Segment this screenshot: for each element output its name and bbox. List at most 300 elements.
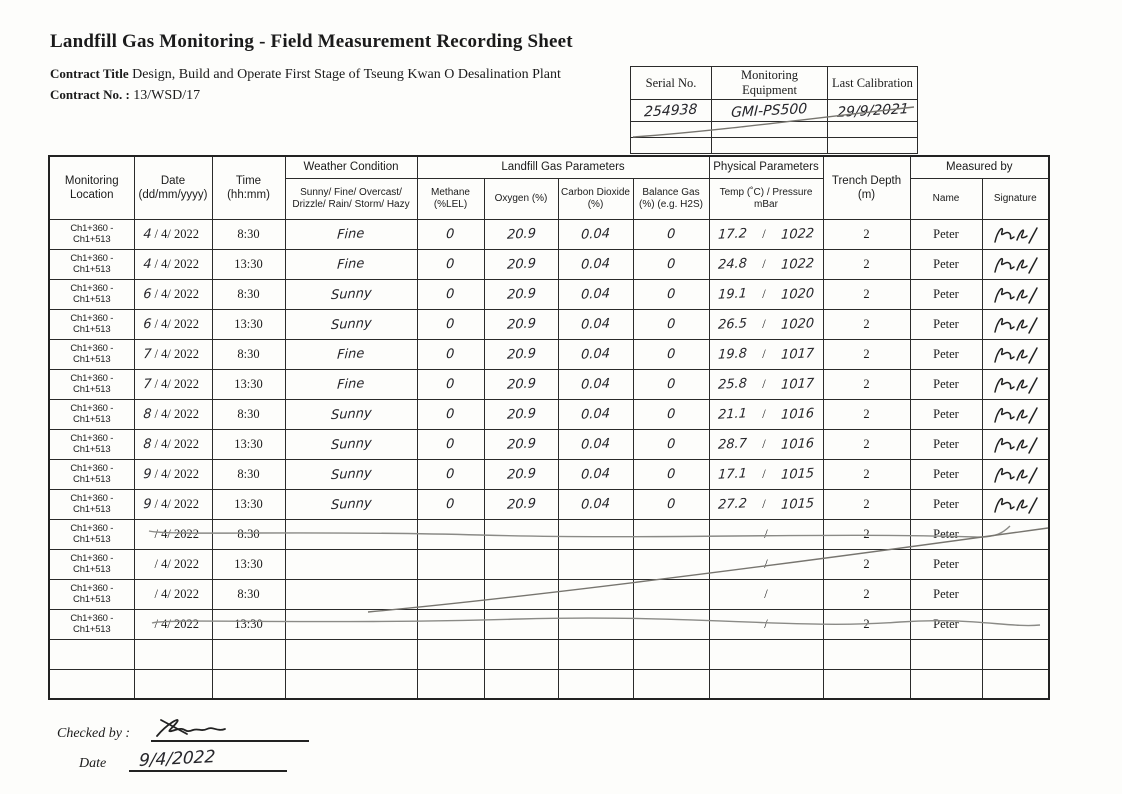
col-header-signature: Signature [982,178,1049,219]
cell-time [212,639,285,669]
handwritten-weather: Sunny [330,285,372,304]
handwritten-co2: 0.04 [580,466,611,483]
cell-methane [417,669,484,699]
cell-date [134,579,212,609]
group-header-gas-parameters: Landfill Gas Parameters [417,156,709,178]
cell-balance [633,279,709,309]
handwritten-day: 4 [142,256,152,272]
printed-date: / 4/ 2022 [154,316,199,331]
col-header-balance-gas: Balance Gas (%) (e.g. H2S) [633,178,709,219]
cell-temp-pressure [709,339,823,369]
table-row [49,309,1049,339]
printed-date: / 4/ 2022 [154,346,199,361]
handwritten-methane: 0 [445,256,456,273]
handwritten-temp: 17.1 [717,465,747,483]
cell-name: Peter [910,309,982,339]
cell-weather [285,339,417,369]
cell-co2 [558,459,633,489]
handwritten-methane: 0 [445,346,456,363]
cell-oxygen [484,399,558,429]
cell-methane [417,399,484,429]
table-row [49,549,1049,579]
cell-co2 [558,429,633,459]
handwritten-methane: 0 [445,406,456,423]
cell-trench-depth: 2 [823,429,910,459]
cell-time: 8:30 [212,279,285,309]
contract-title-label: Contract Title [50,66,129,81]
cell-balance [633,519,709,549]
cell-temp-pressure [709,489,823,519]
cell-weather [285,249,417,279]
handwritten-temp: 24.8 [717,255,747,273]
handwritten-pressure: 1016 [781,435,815,453]
handwritten-temp: 17.2 [717,225,747,243]
handwritten-oxygen: 20.9 [506,376,536,393]
cell-monitoring-location: Ch1+360 - Ch1+513 [49,429,134,459]
printed-slash: / [762,376,766,391]
cell-date [134,429,212,459]
handwritten-co2: 0.04 [580,496,611,513]
cell-name: Peter [910,279,982,309]
cell-temp-pressure [709,429,823,459]
page-title: Landfill Gas Monitoring - Field Measurement Recording Sheet [50,31,573,52]
handwritten-pressure: 1017 [781,375,815,393]
handwritten-methane: 0 [445,226,456,243]
cell-co2 [558,399,633,429]
handwritten-methane: 0 [445,316,456,333]
contract-block [50,64,561,106]
cell-signature [982,219,1049,249]
handwritten-weather: Fine [336,226,366,243]
cell-date [134,279,212,309]
cell-balance [633,399,709,429]
cell-time: 8:30 [212,579,285,609]
cell-balance [633,429,709,459]
handwritten-weather: Sunny [330,315,372,334]
cell-date [134,399,212,429]
cell-methane [417,639,484,669]
printed-slash: / [764,616,768,631]
handwritten-day: 9 [142,466,152,482]
handwritten-pressure: 1020 [781,315,815,333]
group-header-weather: Weather Condition [285,156,417,178]
cell-date [134,339,212,369]
cell-co2 [558,369,633,399]
cell-date [134,369,212,399]
equip-header-calibration: Last Calibration [828,67,918,100]
footer-block [57,718,309,778]
cell-temp-pressure [709,309,823,339]
table-row [49,369,1049,399]
printed-date: / 4/ 2022 [154,556,199,571]
cell-co2 [558,339,633,369]
cell-methane [417,579,484,609]
equip-empty-cell [712,122,828,138]
cell-balance [633,459,709,489]
cell-name: Peter [910,519,982,549]
cell-trench-depth: 2 [823,459,910,489]
handwritten-day [140,597,155,598]
col-header-oxygen: Oxygen (%) [484,178,558,219]
printed-slash: / [762,226,766,241]
col-header-weather-types: Sunny/ Fine/ Overcast/ Drizzle/ Rain/ Storm/ Hazy [285,178,417,219]
cell-weather [285,219,417,249]
handwritten-oxygen: 20.9 [506,226,536,243]
handwritten-temp: 27.2 [717,495,747,513]
cell-monitoring-location: Ch1+360 - Ch1+513 [49,279,134,309]
cell-time: 13:30 [212,489,285,519]
cell-methane [417,339,484,369]
handwritten-weather: Sunny [330,435,372,454]
handwritten-day: 9 [142,496,152,512]
equip-empty-cell [631,138,712,154]
handwritten-oxygen: 20.9 [506,496,536,513]
printed-slash: / [762,466,766,481]
signature-scribble [989,253,1041,278]
cell-trench-depth: 2 [823,609,910,639]
cell-oxygen [484,279,558,309]
table-row [49,669,1049,699]
cell-co2 [558,249,633,279]
printed-slash: / [762,286,766,301]
cell-time: 8:30 [212,219,285,249]
cell-monitoring-location: Ch1+360 - Ch1+513 [49,489,134,519]
cell-trench-depth: 2 [823,489,910,519]
cell-trench-depth: 2 [823,579,910,609]
cell-monitoring-location: Ch1+360 - Ch1+513 [49,609,134,639]
printed-date: / 4/ 2022 [154,496,199,511]
printed-slash: / [762,496,766,511]
cell-name: Peter [910,339,982,369]
cell-monitoring-location [49,669,134,699]
handwritten-balance: 0 [666,316,676,333]
col-header-time: Time (hh:mm) [212,156,285,219]
cell-signature [982,669,1049,699]
cell-trench-depth: 2 [823,399,910,429]
cell-methane [417,249,484,279]
printed-slash: / [762,316,766,331]
cell-monitoring-location: Ch1+360 - Ch1+513 [49,369,134,399]
printed-date: / 4/ 2022 [154,616,199,631]
handwritten-oxygen: 20.9 [506,466,536,483]
handwritten-day [140,627,155,628]
table-row [49,489,1049,519]
handwritten-day: 7 [142,346,152,362]
cell-co2 [558,219,633,249]
cell-co2 [558,279,633,309]
cell-temp-pressure [709,579,823,609]
table-row [49,339,1049,369]
handwritten-temp: 28.7 [717,435,747,453]
col-header-methane: Methane (%LEL) [417,178,484,219]
printed-slash: / [762,256,766,271]
handwritten-day [140,657,155,658]
equip-empty-cell [712,138,828,154]
table-row [49,579,1049,609]
group-header-measured-by: Measured by [910,156,1049,178]
handwritten-co2: 0.04 [580,286,611,303]
cell-date [134,609,212,639]
cell-oxygen [484,219,558,249]
group-header-physical-parameters: Physical Parameters [709,156,823,178]
handwritten-day: 6 [142,316,152,332]
cell-methane [417,549,484,579]
handwritten-day: 8 [142,436,152,452]
handwritten-temp: 26.5 [717,315,747,333]
col-header-trench-depth: Trench Depth (m) [823,156,910,219]
cell-name: Peter [910,489,982,519]
cell-name: Peter [910,249,982,279]
contract-no-value: 13/WSD/17 [133,88,201,103]
cell-weather [285,489,417,519]
cell-date [134,489,212,519]
handwritten-day [140,567,155,568]
handwritten-day: 8 [142,406,152,422]
handwritten-oxygen: 20.9 [506,286,536,303]
cell-name: Peter [910,369,982,399]
cell-weather [285,609,417,639]
table-row [49,279,1049,309]
cell-temp-pressure [709,519,823,549]
cell-trench-depth: 2 [823,249,910,279]
handwritten-co2: 0.04 [580,346,611,363]
cell-signature [982,309,1049,339]
handwritten-methane: 0 [445,496,456,513]
cell-co2 [558,639,633,669]
cell-time: 8:30 [212,519,285,549]
cell-balance [633,549,709,579]
table-row [49,639,1049,669]
contract-no-line [50,85,561,106]
handwritten-balance: 0 [666,226,676,243]
cell-time: 13:30 [212,429,285,459]
cell-balance [633,369,709,399]
cell-balance [633,219,709,249]
cell-name [910,639,982,669]
cell-name: Peter [910,459,982,489]
handwritten-oxygen: 20.9 [506,316,536,333]
equip-empty-cell [631,122,712,138]
cell-methane [417,609,484,639]
printed-slash: / [764,526,768,541]
contract-title-line [50,64,561,85]
cell-balance [633,309,709,339]
handwritten-temp: 25.8 [717,375,747,393]
handwritten-balance: 0 [666,466,676,483]
cell-trench-depth [823,639,910,669]
handwritten-oxygen: 20.9 [506,436,536,453]
cell-balance [633,489,709,519]
handwritten-methane: 0 [445,286,456,303]
cell-signature [982,639,1049,669]
col-header-temp-pressure: Temp (˚C) / Pressure mBar [709,178,823,219]
handwritten-methane: 0 [445,376,456,393]
cell-methane [417,219,484,249]
cell-temp-pressure [709,399,823,429]
cell-trench-depth: 2 [823,369,910,399]
cell-weather [285,459,417,489]
handwritten-balance: 0 [666,406,676,423]
cell-time [212,669,285,699]
cell-methane [417,519,484,549]
cell-oxygen [484,609,558,639]
printed-date: / 4/ 2022 [154,466,199,481]
checked-by-signature-line [151,718,309,742]
cell-name: Peter [910,609,982,639]
handwritten-co2: 0.04 [580,316,611,333]
cell-weather [285,399,417,429]
cell-signature [982,279,1049,309]
table-row [49,399,1049,429]
handwritten-co2: 0.04 [580,376,611,393]
printed-slash: / [764,586,768,601]
printed-date: / 4/ 2022 [154,586,199,601]
cell-weather [285,579,417,609]
cell-co2 [558,309,633,339]
cell-date [134,459,212,489]
cell-methane [417,489,484,519]
cell-methane [417,429,484,459]
cell-oxygen [484,639,558,669]
cell-monitoring-location: Ch1+360 - Ch1+513 [49,399,134,429]
contract-title-value: Design, Build and Operate First Stage of Tseung Kwan O Desalination Plant [132,67,561,82]
handwritten-weather: Fine [336,346,366,363]
cell-monitoring-location [49,639,134,669]
cell-signature [982,519,1049,549]
col-header-date: Date (dd/mm/yyyy) [134,156,212,219]
cell-temp-pressure [709,549,823,579]
cell-weather [285,639,417,669]
checked-date-row [57,748,309,772]
printed-date: / 4/ 2022 [154,376,199,391]
cell-oxygen [484,579,558,609]
cell-trench-depth: 2 [823,519,910,549]
cell-date [134,249,212,279]
signature-scribble [989,223,1041,248]
handwritten-balance: 0 [666,436,676,453]
cell-trench-depth [823,669,910,699]
cell-name: Peter [910,549,982,579]
cell-date [134,669,212,699]
signature-scribble [989,403,1041,428]
cell-temp-pressure [709,669,823,699]
cell-weather [285,549,417,579]
handwritten-day [140,687,155,688]
cell-monitoring-location: Ch1+360 - Ch1+513 [49,249,134,279]
equip-header-serial: Serial No. [631,67,712,100]
cell-balance [633,249,709,279]
handwritten-pressure: 1015 [781,465,815,483]
cell-temp-pressure [709,639,823,669]
cell-time: 8:30 [212,399,285,429]
equip-empty-cell [828,122,918,138]
handwritten-oxygen: 20.9 [506,406,536,423]
cell-methane [417,459,484,489]
cell-date [134,519,212,549]
col-header-co2: Carbon Dioxide (%) [558,178,633,219]
cell-oxygen [484,669,558,699]
cell-balance [633,669,709,699]
measurement-table [48,155,1050,700]
signature-scribble [989,493,1041,518]
handwritten-weather: Sunny [330,405,372,424]
equip-serial-value: 254938 [631,100,712,122]
handwritten-pressure: 1020 [781,285,815,303]
cell-oxygen [484,519,558,549]
cell-co2 [558,549,633,579]
printed-date: / 4/ 2022 [154,226,199,241]
cell-monitoring-location: Ch1+360 - Ch1+513 [49,579,134,609]
cell-name: Peter [910,429,982,459]
handwritten-day [140,537,155,538]
cell-time: 13:30 [212,549,285,579]
table-row [49,219,1049,249]
equip-equipment-value: GMI-PS500 [712,100,828,122]
cell-oxygen [484,429,558,459]
handwritten-co2: 0.04 [580,436,611,453]
cell-name: Peter [910,219,982,249]
cell-trench-depth: 2 [823,219,910,249]
contract-no-label: Contract No. : [50,87,130,102]
handwritten-pressure: 1017 [781,345,815,363]
cell-signature [982,489,1049,519]
signature-scribble [989,463,1041,488]
cell-oxygen [484,549,558,579]
signature-scribble [989,343,1041,368]
checked-by-signature-scribble [153,714,245,740]
cell-co2 [558,489,633,519]
cell-temp-pressure [709,219,823,249]
cell-weather [285,279,417,309]
cell-balance [633,609,709,639]
cell-date [134,309,212,339]
handwritten-day: 6 [142,286,152,302]
cell-monitoring-location: Ch1+360 - Ch1+513 [49,459,134,489]
handwritten-temp: 19.1 [717,285,747,303]
handwritten-oxygen: 20.9 [506,346,536,363]
printed-slash: / [762,346,766,361]
cell-weather [285,429,417,459]
equip-calibration-value: 29/9/2021 [828,100,918,122]
cell-oxygen [484,369,558,399]
handwritten-temp: 19.8 [717,345,747,363]
cell-time: 13:30 [212,249,285,279]
checked-date-value: 9/4/2022 [138,746,216,772]
checked-by-label: Checked by : [57,726,131,741]
handwritten-weather: Fine [336,376,366,393]
table-row [49,609,1049,639]
cell-signature [982,339,1049,369]
handwritten-co2: 0.04 [580,226,611,243]
table-row [49,249,1049,279]
printed-date: / 4/ 2022 [154,526,199,541]
cell-date [134,639,212,669]
cell-trench-depth: 2 [823,279,910,309]
cell-name: Peter [910,399,982,429]
equip-empty-cell [828,138,918,154]
cell-signature [982,429,1049,459]
cell-monitoring-location: Ch1+360 - Ch1+513 [49,309,134,339]
handwritten-methane: 0 [445,466,456,483]
cell-trench-depth: 2 [823,549,910,579]
cell-signature [982,369,1049,399]
handwritten-temp: 21.1 [717,405,747,423]
cell-balance [633,339,709,369]
cell-trench-depth: 2 [823,339,910,369]
handwritten-pressure: 1022 [781,225,815,243]
cell-date [134,219,212,249]
handwritten-balance: 0 [666,496,676,513]
